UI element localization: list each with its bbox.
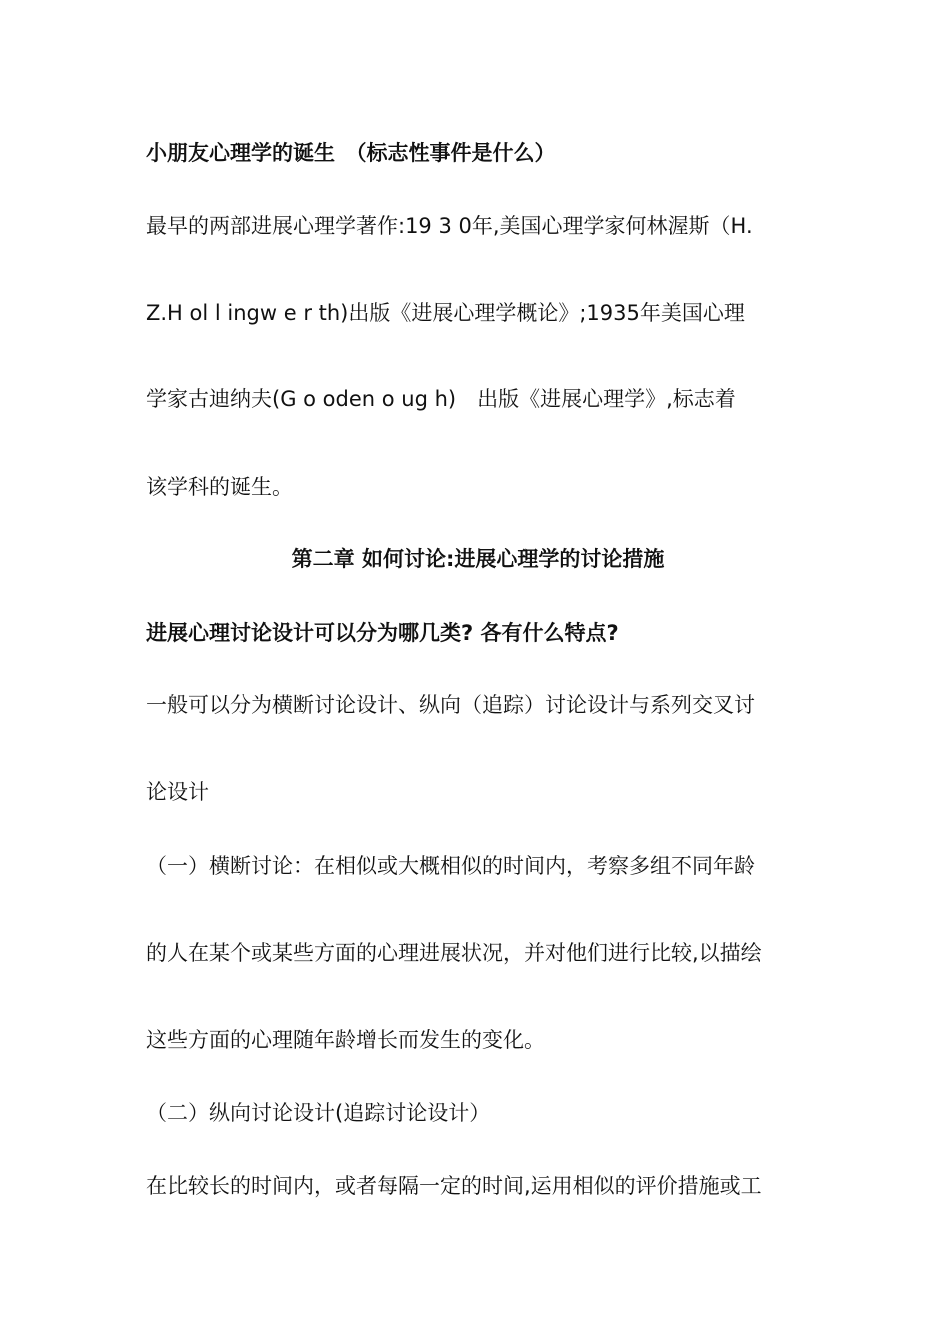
paragraph-line: 的人在某个或某些方面的心理进展状况，并对他们进行比较,以描绘 [146,941,762,965]
paragraph-line: （一）横断讨论：在相似或大概相似的时间内，考察多组不同年龄 [146,854,755,878]
paragraph-line: 最早的两部进展心理学著作:19 3 0年,美国心理学家何林渥斯（H. [146,214,753,238]
paragraph-line: Z.H ol l ingw e r th)出版《进展心理学概论》;1935年美国心理 [146,301,745,325]
section-heading: 小朋友心理学的诞生 （标志性事件是什么） [146,141,556,165]
paragraph-line: 该学科的诞生。 [146,475,293,499]
paragraph-line: 这些方面的心理随年龄增长而发生的变化。 [146,1028,545,1052]
paragraph-line: 在比较长的时间内，或者每隔一定的时间,运用相似的评价措施或工 [146,1174,762,1198]
paragraph-line: 学家古迪纳夫(G o oden o ug h) 出版《进展心理学》,标志着 [146,387,736,411]
subsection-heading: （二）纵向讨论设计(追踪讨论设计） [146,1101,491,1125]
chapter-title: 第二章 如何讨论:进展心理学的讨论措施 [291,547,665,571]
question-heading: 进展心理讨论设计可以分为哪几类? 各有什么特点? [146,621,619,645]
paragraph-line: 一般可以分为横断讨论设计、纵向（追踪）讨论设计与系列交叉讨 [146,693,755,717]
paragraph-line: 论设计 [146,780,209,804]
